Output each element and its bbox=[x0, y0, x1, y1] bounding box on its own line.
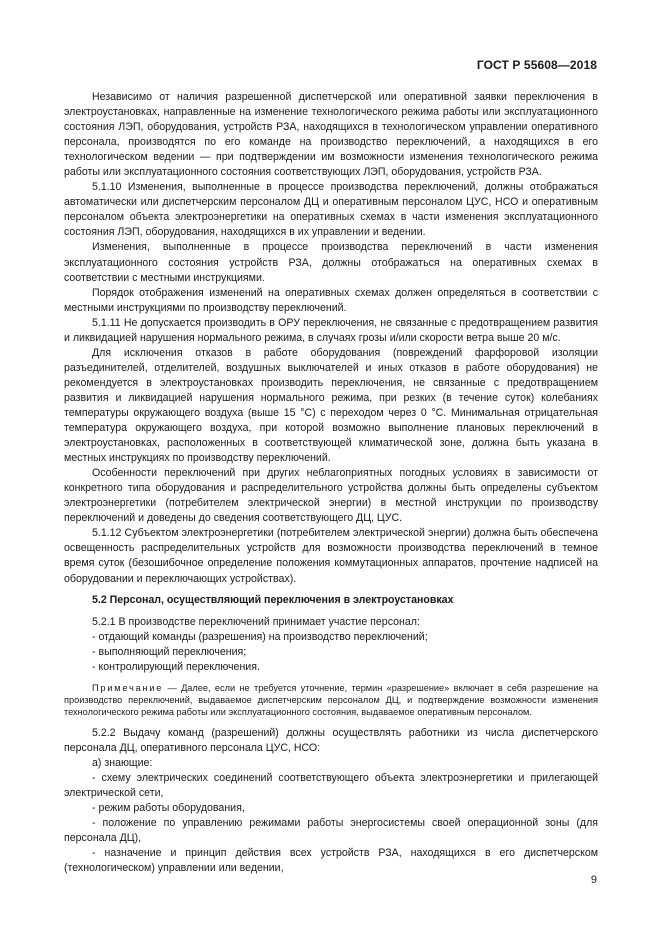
list-item: - схему электрических соединений соответствующего объекта электроэнергетики и прилегающей электрической сети, bbox=[64, 771, 598, 799]
paragraph: 5.2.2 Выдачу команд (разрешений) должны осуществлять работники из числа диспетчерского персонала ДЦ, оперативного персонала ЦУС, НСО: bbox=[64, 726, 598, 754]
paragraph: Особенности переключений при других неблагоприятных погодных условиях в зависимости от конкретного типа оборудования и распределительного устройства должны быть определены субъектом электроэнергетики (потребителем электрической энергии) в местной инструкции по производству переключений и доведены до сведения соответствующего ДЦ, ЦУС. bbox=[64, 467, 598, 525]
paragraph: 5.1.10 Изменения, выполненные в процессе производства переключений, должны отображаться автоматически или диспетчерским персоналом ДЦ и оперативным персоналом ЦУС, НСО и оперативным персоналом объекта электроэнергетики на оперативных схемах в части изменения эксплуатационного состояния ЛЭП, оборудования, находящихся в их управлении и ведении. bbox=[64, 181, 598, 239]
document-code: ГОСТ Р 55608—2018 bbox=[476, 58, 597, 72]
note-text: — Далее, если не требуется уточнение, термин «разрешение» включает в себя разрешение на производство переключений, выдаваемое диспетчерским персоналом ДЦ, и подтверждение возможности изменения технологического режима работы или эксплуатационного состояния, выдаваемое оперативным персоналом. bbox=[64, 682, 598, 717]
list-item: - режим работы оборудования, bbox=[92, 802, 245, 815]
paragraph: 5.1.11 Не допускается производить в ОРУ переключения, не связанные с предотвращением развития и ликвидацией нарушения нормального режима, в случаях грозы и/или скорости ветра выше 20 м/с. bbox=[64, 316, 598, 344]
paragraph: 5.2.1 В производстве переключений принимает участие персонал: bbox=[92, 615, 420, 628]
paragraph: Изменения, выполненные в процессе производства переключений в части изменения эксплуатационного состояния устройств РЗА, должны отображаться на оперативных схемах в соответствии с местными инструкциями. bbox=[64, 241, 598, 284]
note bbox=[64, 682, 598, 718]
list-item: - отдающий команды (разрешения) на производство переключений; bbox=[92, 630, 428, 643]
document-body bbox=[64, 90, 598, 876]
list-item: - назначение и принцип действия всех устройств РЗА, находящихся в его диспетчерском (технологическом) управлении или ведении, bbox=[64, 847, 598, 875]
paragraph: Для исключения отказов в работе оборудования (повреждений фарфоровой изоляции разъединителей, отделителей, воздушных выключателей и иных отказов в работе оборудования) не рекомендуется в электроустановках производить переключения, не связанные с предотвращением развития и ликвидацией нарушения нормального режима, при резких (в течение суток) колебаниях температуры окружающего воздуха (выше 15 °С) с переходом через 0 °С. Минимальная отрицательная температура окружающего воздуха, при которой возможно выполнение плановых переключений в электроустановках, расположенных в соответствующей климатической зоне, должна быть указана в местных инструкциях по производству переключений. bbox=[64, 346, 598, 465]
note-label: Примечание bbox=[92, 682, 164, 693]
sub-heading: а) знающие: bbox=[92, 756, 153, 769]
list-item: - положение по управлению режимами работы энергосистемы своей операционной зоны (для персонала ДЦ), bbox=[64, 817, 598, 845]
paragraph: Независимо от наличия разрешенной диспетчерской или оперативной заявки переключения в электроустановках, направленные на изменение технологического режима работы или эксплуатационного состояния ЛЭП, оборудования, устройств РЗА, находящихся в технологическом управлении оперативного персонала, производятся по его команде на производство переключений, а находящихся в его технологическом ведении — при подтверждении им возможности изменения технологического режима работы или эксплуатационного состояния соответствующих ЛЭП, оборудования, устройств РЗА. bbox=[64, 91, 598, 179]
section-heading: 5.2 Персонал, осуществляющий переключения в электроустановках bbox=[92, 593, 454, 606]
paragraph: 5.1.12 Субъектом электроэнергетики (потребителем электрической энергии) должна быть обеспечена освещенность распределительных устройств для возможности производства переключений в темное время суток (безошибочное определение положения коммутационных аппаратов, прочтение надписей на оборудовании и переключающих устройствах). bbox=[64, 527, 598, 585]
paragraph: Порядок отображения изменений на оперативных схемах должен определяться в соответствии с местными инструкциями по производству переключений. bbox=[64, 286, 598, 314]
page-number: 9 bbox=[590, 874, 597, 886]
list-item: - контролирующий переключения. bbox=[92, 660, 260, 673]
list-item: - выполняющий переключения; bbox=[92, 645, 247, 658]
